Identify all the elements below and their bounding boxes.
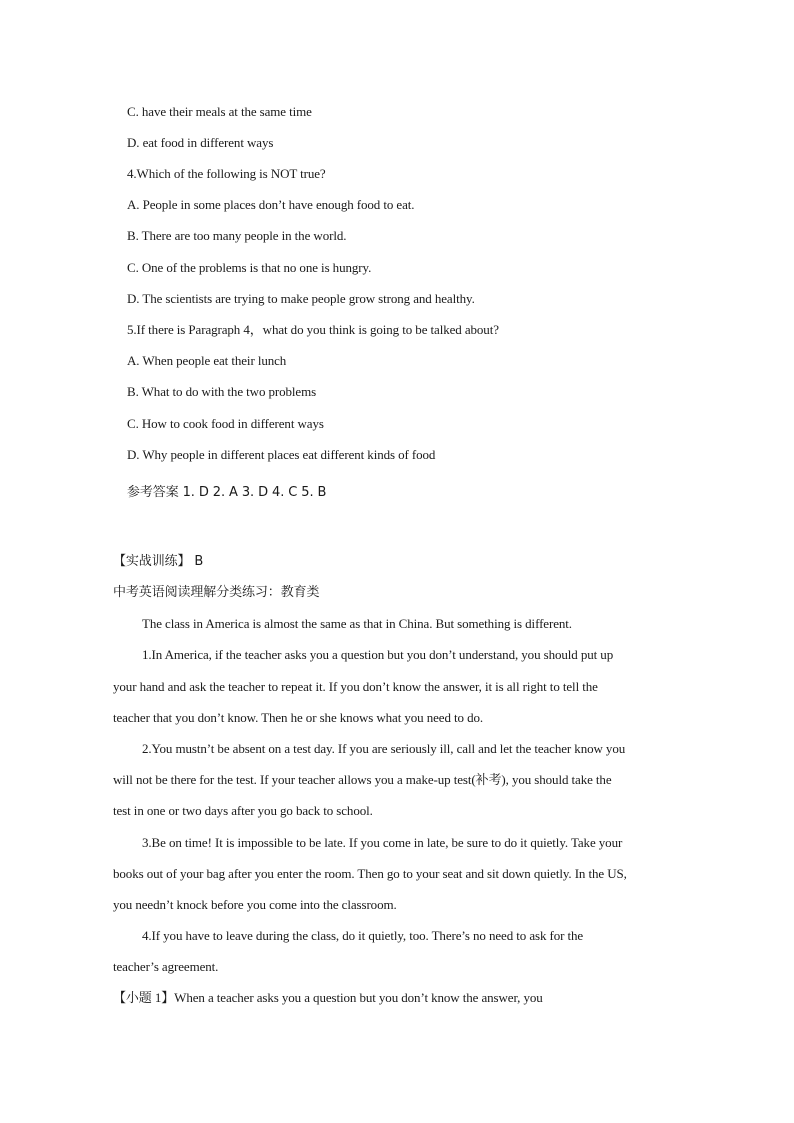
passage-p1-line1: 1.In America, if the teacher asks you a question but you don’t understand, you should put up — [142, 647, 614, 662]
option-4c: C. One of the problems is that no one is hungry. — [127, 260, 372, 275]
passage-p4-line1: 4.If you have to leave during the class, do it quietly, too. There’s no need to ask for the — [142, 928, 584, 943]
section-heading: 【实战训练】 B — [113, 554, 204, 569]
option-3c: C. have their meals at the same time — [127, 104, 312, 119]
passage-p2-line3: test in one or two days after you go back to school. — [113, 803, 373, 818]
option-4d: D. The scientists are trying to make people grow strong and healthy. — [127, 291, 475, 306]
question-5: 5.If there is Paragraph 4，what do you think is going to be talked about? — [127, 322, 499, 337]
option-5a: A. When people eat their lunch — [127, 353, 287, 368]
answer-key: 参考答案 1. D 2. A 3. D 4. C 5. B — [127, 485, 327, 500]
option-5c: C. How to cook food in different ways — [127, 416, 324, 431]
passage-p2-line1: 2.You mustn’t be absent on a test day. If you are seriously ill, call and let the teacher know you — [142, 741, 626, 756]
passage-p2-line2: will not be there for the test. If your teacher allows you a make-up test(补考), you should take the — [113, 772, 612, 787]
passage-p3-line2: books out of your bag after you enter the room. Then go to your seat and sit down quietly. In the US, — [113, 866, 627, 881]
passage-p4-line2: teacher’s agreement. — [113, 959, 219, 974]
passage-p3-line3: you needn’t knock before you come into the classroom. — [113, 897, 397, 912]
question-4: 4.Which of the following is NOT true? — [127, 166, 326, 181]
passage-p3-line1: 3.Be on time! It is impossible to be late. If you come in late, be sure to do it quietly. Take your — [142, 835, 623, 850]
option-4a: A. People in some places don’t have enough food to eat. — [127, 197, 415, 212]
section-subtitle: 中考英语阅读理解分类练习：教育类 — [113, 585, 320, 600]
passage-p1-line3: teacher that you don’t know. Then he or she knows what you need to do. — [113, 710, 484, 725]
option-5b: B. What to do with the two problems — [127, 384, 317, 399]
option-3d: D. eat food in different ways — [127, 135, 274, 150]
sub-question-1: 【小题 1】When a teacher asks you a question but you don’t know the answer, you — [113, 990, 543, 1005]
option-4b: B. There are too many people in the world. — [127, 228, 347, 243]
passage-intro: The class in America is almost the same as that in China. But something is different. — [142, 616, 572, 631]
option-5d: D. Why people in different places eat different kinds of food — [127, 447, 436, 462]
passage-p1-line2: your hand and ask the teacher to repeat it. If you don’t know the answer, it is all right to tell the — [113, 679, 598, 694]
